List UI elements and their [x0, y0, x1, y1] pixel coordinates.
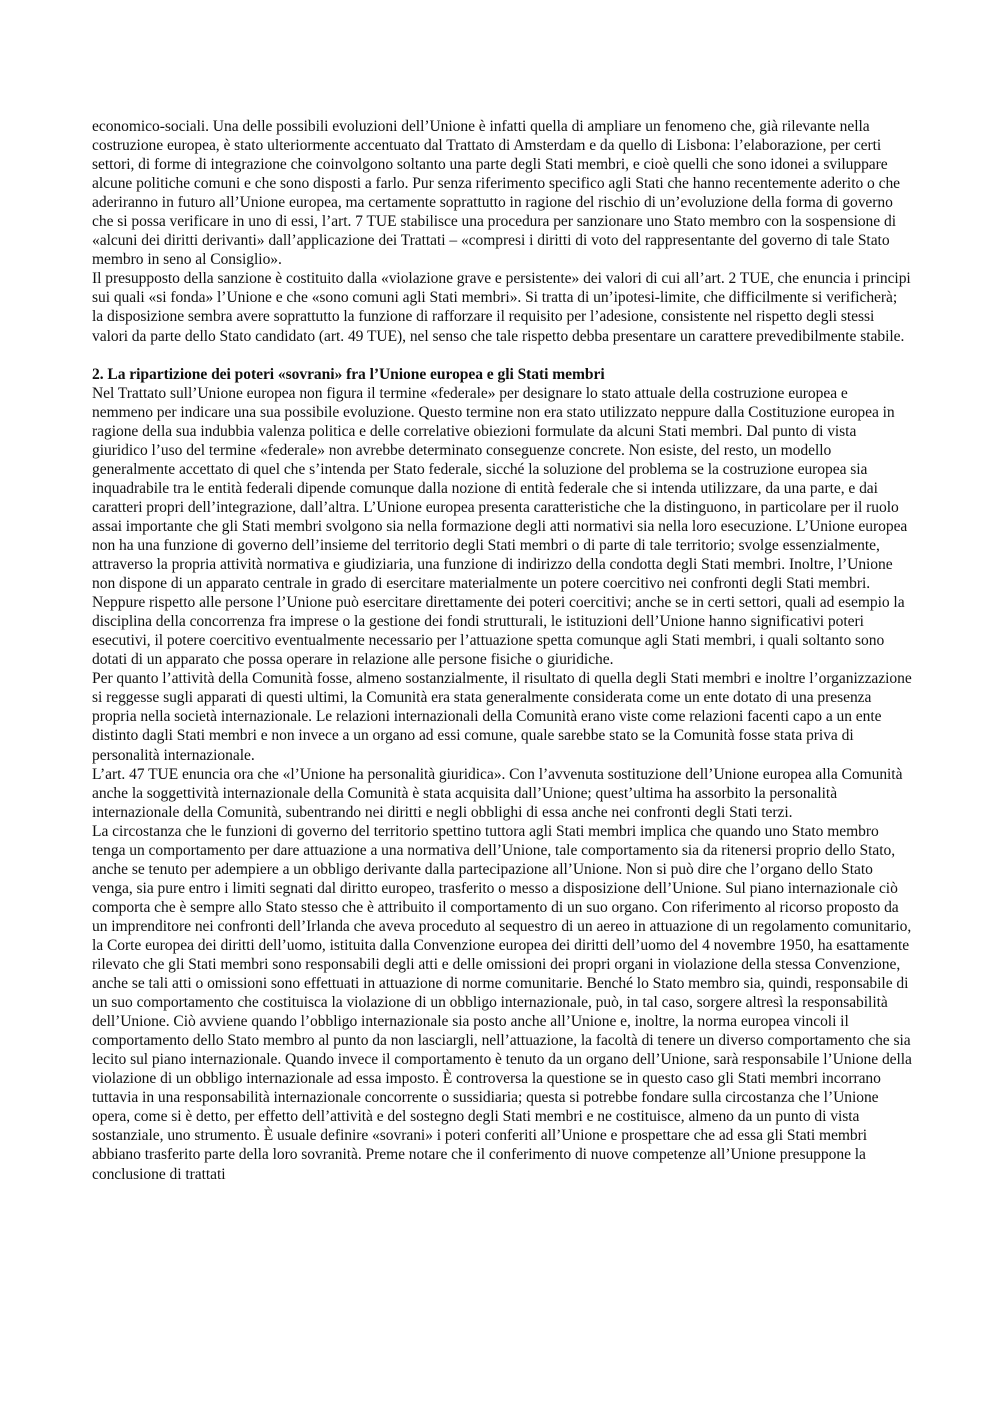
section-paragraph-3: L’art. 47 TUE enuncia ora che «l’Unione ha personalità giuridica». Con l’avvenuta sostituzione dell’Unione europea alla Comunità anche la soggettività internazionale della Comunità è stata acquisita dall’Unione; quest’ultima ha assorbito la personalità internazionale della Comunità, subentrando nei diritti e negli obblighi di essa anche nei confronti degli Stati terzi. [92, 765, 903, 821]
intro-paragraph-2: Il presupposto della sanzione è costituito dalla «violazione grave e persistente» dei valori di cui all’art. 2 TUE, che enuncia i principi sui quali «si fonda» l’Unione e che «sono comuni agli Stati membri». Si tratta di un’ipotesi-limite, che difficilmente si verificherà; la disposizione sembra avere soprattutto la funzione di rafforzare il requisito per l’adesione, consistente nel rispetto degli stessi valori da parte dello Stato candidato (art. 49 TUE), nel senso che tale rispetto debba presentare un carattere prevedibilmente stabile. [92, 270, 911, 345]
section-paragraph-4: La circostanza che le funzioni di governo del territorio spettino tuttora agli Stati membri implica che quando uno Stato membro tenga un comportamento per dare attuazione a una normativa dell’Unione, tale comportamento sia da ritenersi proprio dello Stato, anche se tenuto per adempiere a un obbligo derivante dalla partecipazione all’Unione. Non si può dire che l’organo dello Stato venga, sia pure entro i limiti segnati dal diritto europeo, trasferito o messo a disposizione dell’Unione. Sul piano internazionale ciò comporta che è sempre allo Stato stesso che è attribuito il comportamento di un suo organo. Con riferimento al ricorso proposto da un imprenditore nei confronti dell’Irlanda che aveva proceduto al sequestro di un aereo in attuazione di un regolamento comunitario, la Corte europea dei diritti dell’uomo, istituita dalla Convenzione europea dei diritti dell’uomo del 4 novembre 1950, ha esattamente rilevato che gli Stati membri sono responsabili degli atti e delle omissioni dei propri organi in violazione della stessa Convenzione, anche se tali atti o omissioni sono effettuati in attuazione di norme comunitarie. Benché lo Stato membro sia, quindi, responsabile di un suo comportamento che costituisca la violazione di un obbligo internazionale, può, in tal caso, sorgere altresì la responsabilità dell’Unione. Ciò avviene quando l’obbligo internazionale sia posto anche all’Unione e, inoltre, la norma europea vincoli il comportamento dello Stato membro al punto da non lasciargli, nell’attuazione, la facoltà di tenere un diverso comportamento che sia lecito sul piano internazionale. Quando invece il comportamento è tenuto da un organo dell’Unione, sarà responsabile l’Unione della violazione di un obbligo internazionale ad essa imposto. È controversa la questione se in questo caso gli Stati membri incorrano tuttavia in una responsabilità internazionale concorrente o sussidiaria; questa si potrebbe fondare sulla circostanza che l’Unione opera, come si è detto, per effetto dell’attività e del sostegno degli Stati membri e ne costituisce, almeno da un punto di vista sostanziale, uno strumento. È usuale definire «sovrani» i poteri conferiti all’Unione e prospettare che ad essa gli Stati membri abbiano trasferito parte della loro sovranità. Preme notare che il conferimento di nuove competenze all’Unione presuppone la conclusione di trattati [92, 822, 912, 1183]
section-spacer [92, 346, 912, 365]
section-paragraph-1: Nel Trattato sull’Unione europea non figura il termine «federale» per designare lo stato attuale della costruzione europea e nemmeno per indicare una sua possibile evoluzione. Questo termine non era stato utilizzato neppure dalla Costituzione europea in ragione della sua indubbia valenza politica e delle correlative obiezioni formulate da alcuni Stati membri. Dal punto di vista giuridico l’uso del termine «federale» non avrebbe determinato conseguenze concrete. Non esiste, del resto, un modello generalmente accettato di quel che s’intenda per Stato federale, sicché la soluzione del problema se la costruzione europea sia inquadrabile tra le entità federali dipende comunque dalla nozione di entità federale che si intenda utilizzare, da una parte, e dai caratteri propri dell’integrazione, dall’altra. L’Unione europea presenta caratteristiche che la distinguono, in particolare per il ruolo assai importante che gli Stati membri svolgono sia nella formazione degli atti normativi sia nella loro esecuzione. L’Unione europea non ha una funzione di governo dell’insieme del territorio degli Stati membri o di parte di tale territorio; svolge essenzialmente, attraverso la propria attività normativa e giudiziaria, una funzione di indirizzo della condotta degli Stati membri. Inoltre, l’Unione non dispone di un apparato centrale in grado di esercitare materialmente un potere coercitivo nei confronti degli Stati membri. Neppure rispetto alle persone l’Unione può esercitare direttamente dei poteri coercitivi; anche se in certi settori, quali ad esempio la disciplina della concorrenza fra imprese o la gestione dei fondi strutturali, le istituzioni dell’Unione hanno significativi poteri esecutivi, il potere coercitivo eventualmente necessario per l’attuazione spetta comunque agli Stati membri, i quali soltanto sono dotati di un apparato che possa operare in relazione alle persone fisiche o giuridiche. [92, 384, 908, 669]
section-heading: 2. La ripartizione dei poteri «sovrani» fra l’Unione europea e gli Stati membri [92, 365, 605, 383]
intro-paragraph-1: economico-sociali. Una delle possibili evoluzioni dell’Unione è infatti quella di ampliare un fenomeno che, già rilevante nella costruzione europea, è stato ulteriormente accentuato dal Trattato di Amsterdam e da quello di Lisbona: l’elaborazione, per certi settori, di forme di integrazione che coinvolgono soltanto una parte degli Stati membri, e cioè quelli che sono idonei a sviluppare alcune politiche comuni e che sono disposti a farlo. Pur senza riferimento specifico agli Stati che hanno recentemente aderito o che aderiranno in futuro all’Unione europea, ma certamente soprattutto in ragione del rischio di un’evoluzione della forma di governo che si possa verificare in uno di essi, l’art. 7 TUE stabilisce una procedura per sanzionare uno Stato membro con la sospensione di «alcuni dei diritti derivanti» dall’applicazione dei Trattati – «compresi i diritti di voto del rappresentante del governo di tale Stato membro in seno al Consiglio». [92, 118, 901, 269]
section-paragraph-2: Per quanto l’attività della Comunità fosse, almeno sostanzialmente, il risultato di quella degli Stati membri e inoltre l’organizzazione si reggesse sugli apparati di questi ultimi, la Comunità era stata generalmente considerata come un ente dotato di una presenza propria nella società internazionale. Le relazioni internazionali della Comunità erano viste come relazioni facenti capo a un ente distinto dagli Stati membri e non invece a un organo ad essi comune, quale sarebbe stato se la Comunità fosse stata priva di personalità internazionale. [92, 670, 912, 764]
document-page [92, 117, 912, 1184]
